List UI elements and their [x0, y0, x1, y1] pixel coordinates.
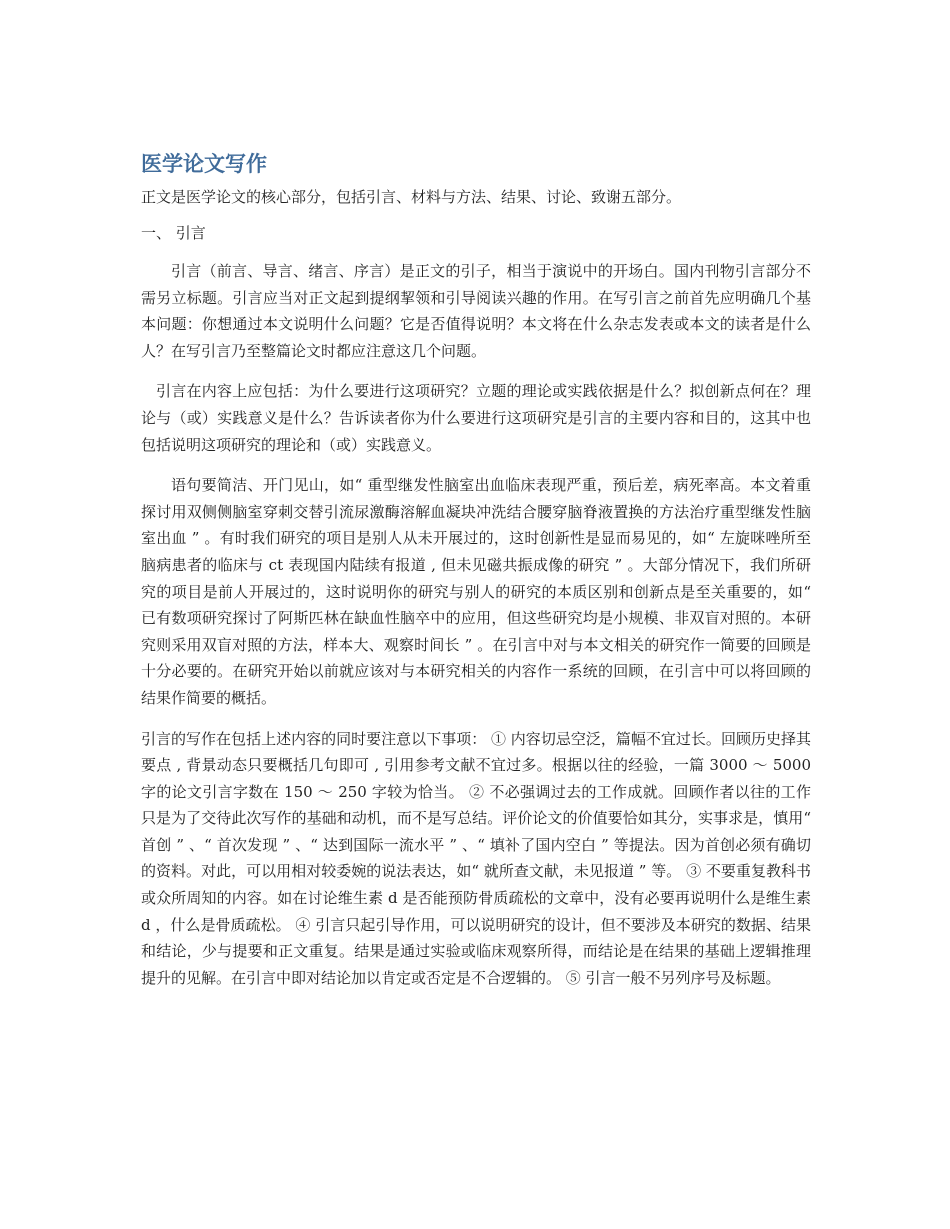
body-paragraph: 语句要简洁、开门见山，如“ 重型继发性脑室出血临床表现严重，预后差，病死率高。本文着重探讨用双侧侧脑室穿刺交替引流尿激酶溶解血凝块冲洗结合腰穿脑脊液置换的方法治疗重型继发性脑室出血 ” 。有时我们研究的项目是别人从未开展过的，这时创新性是显而易见的，如“ 左旋咪唑所至脑病患者的临床与 ct 表现国内陆续有报道 , 但未见磁共振成像的研究 ” 。大部分情况下，我们所研究的项目是前人开展过的，这时说明你的研究与别人的研究的本质区别和创新点是至关重要的，如“ 已有数项研究探讨了阿斯匹林在缺血性脑卒中的应用，但这些研究均是小规模、非双盲对照的。本研究则采用双盲对照的方法，样本大、观察时间长 ” 。在引言中对与本文相关的研究作一简要的回顾是十分必要的。在研究开始以前就应该对与本研究相关的内容作一系统的回顾，在引言中可以将回顾的结果作简要的概括。 — [141, 476, 811, 707]
body-paragraph: 引言在内容上应包括：为什么要进行这项研究？立题的理论或实践依据是什么？拟创新点何在？理论与（或）实践意义是什么？告诉读者你为什么要进行这项研究是引言的主要内容和目的，这其中也包括说明这项研究的理论和（或）实践意义。 — [141, 382, 811, 454]
body-paragraph: 引言的写作在包括上述内容的同时要注意以下事项： ① 内容切忌空泛，篇幅不宜过长。回顾历史择其要点 , 背景动态只要概括几句即可 , 引用参考文献不宜过多。根据以往的经验，一篇 3000 ～ 5000 字的论文引言字数在 150 ～ 250 字较为恰当。 ② 不必强调过去的工作成就。回顾作者以往的工作只是为了交待此次写作的基础和动机，而不是写总结。评价论文的价值要恰如其分，实事求是，慎用“ 首创 ” 、“ 首次发现 ” 、“ 达到国际一流水平 ” 、“ 填补了国内空白 ” 等提法。因为首创必须有确切的资料。对此，可以用相对较委婉的说法表达，如“ 就所查文献，未见报道 ” 等。 ③ 不要重复教科书或众所周知的内容。如在讨论维生素 d 是否能预防骨质疏松的文章中，没有必要再说明什么是维生素 d ，什么是骨质疏松。 ④ 引言只起引导作用，可以说明研究的设计，但不要涉及本研究的数据、结果和结论，少与提要和正文重复。结果是通过实验或临床观察所得，而结论是在结果的基础上逻辑推理提升的见解。在引言中即对结论加以肯定或否定是不合逻辑的。 ⑤ 引言一般不另列序号及标题。 — [141, 729, 811, 987]
section-heading-introduction: 一、 引言 — [141, 224, 206, 242]
body-paragraph: 引言（前言、导言、绪言、序言）是正文的引子，相当于演说中的开场白。国内刊物引言部分不需另立标题。引言应当对正文起到提纲挈领和引导阅读兴趣的作用。在写引言之前首先应明确几个基本问题：你想通过本文说明什么问题？它是否值得说明？本文将在什么杂志发表或本文的读者是什么人？在写引言乃至整篇论文时都应注意这几个问题。 — [141, 262, 811, 360]
document-title: 医学论文写作 — [141, 152, 267, 176]
document-page — [141, 148, 811, 1005]
lead-paragraph: 正文是医学论文的核心部分，包括引言、材料与方法、结果、讨论、致谢五部分。 — [141, 188, 682, 206]
